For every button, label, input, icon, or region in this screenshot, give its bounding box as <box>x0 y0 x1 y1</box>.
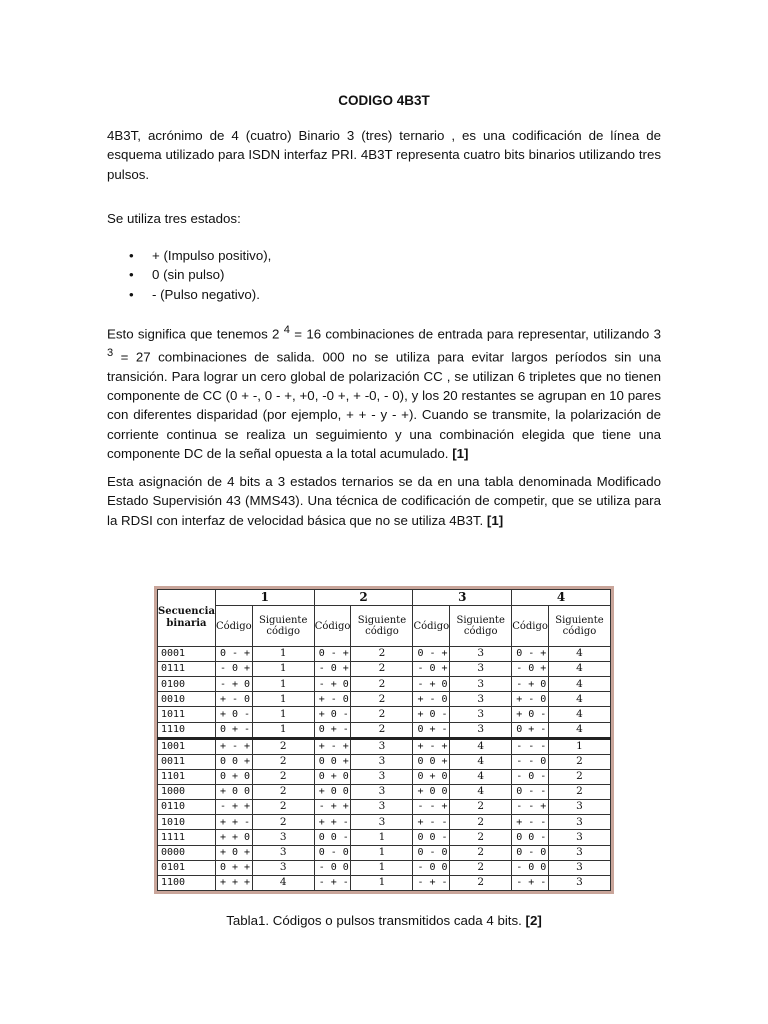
code-cell: 0 + - <box>512 722 549 738</box>
text-segment: = 16 combinaciones de entrada para representar, utilizando 3 <box>289 326 661 342</box>
code-cell: - + 0 <box>512 677 549 692</box>
next-code-cell: 3 <box>450 677 512 692</box>
code-cell: 0 0 + <box>314 754 351 769</box>
paragraph-mms43 <box>107 472 661 530</box>
header-next-code: Siguiente código <box>351 606 413 647</box>
code-cell: 0 0 + <box>215 754 252 769</box>
table-row <box>158 707 611 722</box>
next-code-cell: 2 <box>450 860 512 875</box>
table-row <box>158 845 611 860</box>
code-table-body <box>158 647 611 891</box>
next-code-cell: 3 <box>252 830 314 845</box>
next-code-cell: 3 <box>252 845 314 860</box>
next-code-cell: 2 <box>252 769 314 784</box>
code-cell: - 0 0 <box>413 860 450 875</box>
code-cell: - 0 - <box>512 769 549 784</box>
next-code-cell: 4 <box>548 662 610 677</box>
reference-1: [1] <box>452 446 469 462</box>
next-code-cell: 2 <box>450 800 512 815</box>
code-table-image <box>154 586 614 894</box>
code-table <box>157 589 611 891</box>
code-cell: 0 0 - <box>512 830 549 845</box>
code-cell: 0 0 + <box>413 754 450 769</box>
code-cell: - 0 + <box>413 662 450 677</box>
code-cell: - + 0 <box>314 677 351 692</box>
document-title: CODIGO 4B3T <box>338 93 430 108</box>
table-row <box>158 647 611 662</box>
header-group-3: 3 <box>413 590 512 606</box>
code-cell: + - + <box>413 738 450 754</box>
code-cell: - - + <box>512 800 549 815</box>
code-cell: - + - <box>413 875 450 890</box>
code-cell: - + - <box>314 875 351 890</box>
paragraph-intro: 4B3T, acrónimo de 4 (cuatro) Binario 3 (tres) ternario , es una codificación de línea de esquema utilizado para ISDN interfaz PRI. 4B3T representa cuatro bits binarios utilizando tres pulsos. <box>107 128 661 182</box>
next-code-cell: 3 <box>450 692 512 707</box>
code-cell: 0 0 - <box>314 830 351 845</box>
code-cell: - 0 + <box>512 662 549 677</box>
table-row <box>158 769 611 784</box>
text-segment: = 27 combinaciones de salida. 000 no se utiliza para evitar largos períodos sin una transición. Para lograr un cero global de polarización CC , se utilizan 6 tripletes que no tienen componente de CC (0 + -, 0 - +, +0, -0 +, + -0, - 0), y los 20 restantes se agrupan en 10 pares con diferentes disparidad (por ejemplo, + + - y - +). Cuando se transmite, la polarización de corriente continua se realiza un seguimiento y una combinación elegida que tiene una componente DC de la señal opuesta a la total acumulado. <box>107 349 661 462</box>
binary-sequence-cell: 0010 <box>158 692 216 707</box>
code-cell: 0 0 - <box>413 830 450 845</box>
next-code-cell: 2 <box>252 815 314 830</box>
header-group-1: 1 <box>215 590 314 606</box>
code-cell: + 0 0 <box>215 785 252 800</box>
code-cell: 0 + - <box>314 722 351 738</box>
next-code-cell: 2 <box>252 800 314 815</box>
binary-sequence-cell: 1011 <box>158 707 216 722</box>
next-code-cell: 3 <box>450 722 512 738</box>
code-cell: + 0 - <box>413 707 450 722</box>
code-cell: + 0 0 <box>314 785 351 800</box>
table-row <box>158 692 611 707</box>
paragraph-combinations <box>107 321 661 464</box>
next-code-cell: 1 <box>252 722 314 738</box>
code-cell: + + 0 <box>215 830 252 845</box>
next-code-cell: 2 <box>548 754 610 769</box>
code-cell: - 0 + <box>314 662 351 677</box>
code-cell: 0 + 0 <box>314 769 351 784</box>
code-cell: - - + <box>413 800 450 815</box>
text-segment: Esta asignación de 4 bits a 3 estados ternarios se da en una tabla denominada Modificado Estado Supervisión 43 (MMS43). Una técnica de codificación de competir, que se utiliza para la RDSI con interfaz de velocidad básica que no se utiliza 4B3T. <box>107 474 661 528</box>
header-code: Código <box>512 606 549 647</box>
code-cell: 0 + - <box>215 722 252 738</box>
header-code: Código <box>413 606 450 647</box>
binary-sequence-cell: 1110 <box>158 722 216 738</box>
next-code-cell: 1 <box>252 647 314 662</box>
code-cell: - + + <box>215 800 252 815</box>
next-code-cell: 4 <box>252 875 314 890</box>
next-code-cell: 2 <box>548 785 610 800</box>
paragraph-states-intro: Se utiliza tres estados: <box>107 211 241 226</box>
next-code-cell: 2 <box>351 722 413 738</box>
next-code-cell: 2 <box>252 738 314 754</box>
code-cell: - - 0 <box>512 754 549 769</box>
code-cell: + + - <box>215 815 252 830</box>
list-item: • 0 (sin pulso) <box>107 265 271 284</box>
next-code-cell: 3 <box>351 800 413 815</box>
binary-sequence-cell: 0111 <box>158 662 216 677</box>
next-code-cell: 2 <box>450 815 512 830</box>
binary-sequence-cell: 0101 <box>158 860 216 875</box>
code-cell: + 0 0 <box>413 785 450 800</box>
table-row <box>158 815 611 830</box>
code-cell: + + + <box>215 875 252 890</box>
code-cell: 0 + + <box>215 860 252 875</box>
code-cell: - + - <box>512 875 549 890</box>
next-code-cell: 3 <box>450 647 512 662</box>
table-row <box>158 875 611 890</box>
caption-text: Tabla1. Códigos o pulsos transmitidos cada 4 bits. <box>226 913 526 928</box>
table-row <box>158 860 611 875</box>
binary-sequence-cell: 1111 <box>158 830 216 845</box>
next-code-cell: 1 <box>252 677 314 692</box>
next-code-cell: 2 <box>351 662 413 677</box>
next-code-cell: 3 <box>351 785 413 800</box>
text-segment: Esto significa que tenemos 2 <box>107 326 284 342</box>
code-cell: + - - <box>512 815 549 830</box>
table-row <box>158 677 611 692</box>
next-code-cell: 4 <box>450 738 512 754</box>
next-code-cell: 3 <box>450 707 512 722</box>
table-row <box>158 785 611 800</box>
code-cell: + 0 - <box>512 707 549 722</box>
binary-sequence-cell: 1100 <box>158 875 216 890</box>
code-cell: - 0 0 <box>314 860 351 875</box>
next-code-cell: 3 <box>351 769 413 784</box>
header-next-code: Siguiente código <box>548 606 610 647</box>
code-cell: + - 0 <box>215 692 252 707</box>
binary-sequence-cell: 1010 <box>158 815 216 830</box>
code-cell: + 0 - <box>215 707 252 722</box>
next-code-cell: 2 <box>252 754 314 769</box>
header-group-2: 2 <box>314 590 413 606</box>
next-code-cell: 4 <box>548 722 610 738</box>
next-code-cell: 2 <box>450 845 512 860</box>
code-cell: 0 - + <box>215 647 252 662</box>
binary-sequence-cell: 1101 <box>158 769 216 784</box>
code-cell: - + + <box>314 800 351 815</box>
code-cell: + - 0 <box>512 692 549 707</box>
list-item: • - (Pulso negativo). <box>107 285 271 304</box>
code-cell: 0 + - <box>413 722 450 738</box>
next-code-cell: 2 <box>351 692 413 707</box>
code-cell: + - - <box>413 815 450 830</box>
next-code-cell: 2 <box>548 769 610 784</box>
code-cell: 0 - 0 <box>413 845 450 860</box>
code-cell: 0 - - <box>512 785 549 800</box>
code-cell: + 0 + <box>215 845 252 860</box>
code-cell: + - + <box>215 738 252 754</box>
table-row <box>158 738 611 754</box>
superscript: 3 <box>107 346 114 359</box>
next-code-cell: 4 <box>450 754 512 769</box>
binary-sequence-cell: 0100 <box>158 677 216 692</box>
code-cell: + - 0 <box>413 692 450 707</box>
header-next-code: Siguiente código <box>252 606 314 647</box>
code-cell: - - - <box>512 738 549 754</box>
next-code-cell: 1 <box>351 845 413 860</box>
next-code-cell: 2 <box>450 830 512 845</box>
binary-sequence-cell: 1001 <box>158 738 216 754</box>
states-list <box>107 246 271 304</box>
next-code-cell: 1 <box>252 707 314 722</box>
next-code-cell: 3 <box>351 754 413 769</box>
next-code-cell: 1 <box>351 860 413 875</box>
code-cell: + 0 - <box>314 707 351 722</box>
code-cell: + + - <box>314 815 351 830</box>
binary-sequence-cell: 0000 <box>158 845 216 860</box>
code-cell: + - 0 <box>314 692 351 707</box>
next-code-cell: 1 <box>252 662 314 677</box>
code-cell: - + 0 <box>215 677 252 692</box>
table-row <box>158 662 611 677</box>
header-group-4: 4 <box>512 590 611 606</box>
code-cell: 0 - + <box>512 647 549 662</box>
code-cell: 0 - 0 <box>512 845 549 860</box>
next-code-cell: 2 <box>351 677 413 692</box>
next-code-cell: 3 <box>548 815 610 830</box>
superscript: 4 <box>283 324 290 336</box>
table-row <box>158 722 611 738</box>
code-cell: 0 - 0 <box>314 845 351 860</box>
code-cell: - 0 0 <box>512 860 549 875</box>
code-cell: - 0 + <box>215 662 252 677</box>
table-row <box>158 754 611 769</box>
next-code-cell: 4 <box>548 707 610 722</box>
table-row <box>158 830 611 845</box>
next-code-cell: 3 <box>548 830 610 845</box>
next-code-cell: 1 <box>252 692 314 707</box>
next-code-cell: 3 <box>548 875 610 890</box>
next-code-cell: 1 <box>548 738 610 754</box>
code-cell: + - + <box>314 738 351 754</box>
next-code-cell: 4 <box>548 677 610 692</box>
binary-sequence-cell: 0110 <box>158 800 216 815</box>
next-code-cell: 3 <box>252 860 314 875</box>
next-code-cell: 2 <box>252 785 314 800</box>
next-code-cell: 3 <box>548 845 610 860</box>
table-row <box>158 800 611 815</box>
code-cell: 0 + 0 <box>215 769 252 784</box>
next-code-cell: 2 <box>450 875 512 890</box>
header-sequence: Secuencia binaria <box>158 590 216 647</box>
header-code: Código <box>215 606 252 647</box>
binary-sequence-cell: 1000 <box>158 785 216 800</box>
next-code-cell: 3 <box>351 815 413 830</box>
next-code-cell: 4 <box>450 769 512 784</box>
next-code-cell: 1 <box>351 875 413 890</box>
reference-2: [2] <box>525 913 542 928</box>
reference-1: [1] <box>486 512 504 528</box>
code-cell: 0 - + <box>314 647 351 662</box>
next-code-cell: 3 <box>548 800 610 815</box>
binary-sequence-cell: 0001 <box>158 647 216 662</box>
header-next-code: Siguiente código <box>450 606 512 647</box>
code-cell: - + 0 <box>413 677 450 692</box>
next-code-cell: 2 <box>351 647 413 662</box>
table-caption <box>0 913 768 928</box>
next-code-cell: 4 <box>548 647 610 662</box>
header-code: Código <box>314 606 351 647</box>
next-code-cell: 3 <box>450 662 512 677</box>
binary-sequence-cell: 0011 <box>158 754 216 769</box>
next-code-cell: 2 <box>351 707 413 722</box>
next-code-cell: 3 <box>351 738 413 754</box>
next-code-cell: 4 <box>548 692 610 707</box>
code-cell: 0 - + <box>413 647 450 662</box>
next-code-cell: 1 <box>351 830 413 845</box>
next-code-cell: 4 <box>450 785 512 800</box>
next-code-cell: 3 <box>548 860 610 875</box>
list-item: • + (Impulso positivo), <box>107 246 271 265</box>
code-cell: 0 + 0 <box>413 769 450 784</box>
